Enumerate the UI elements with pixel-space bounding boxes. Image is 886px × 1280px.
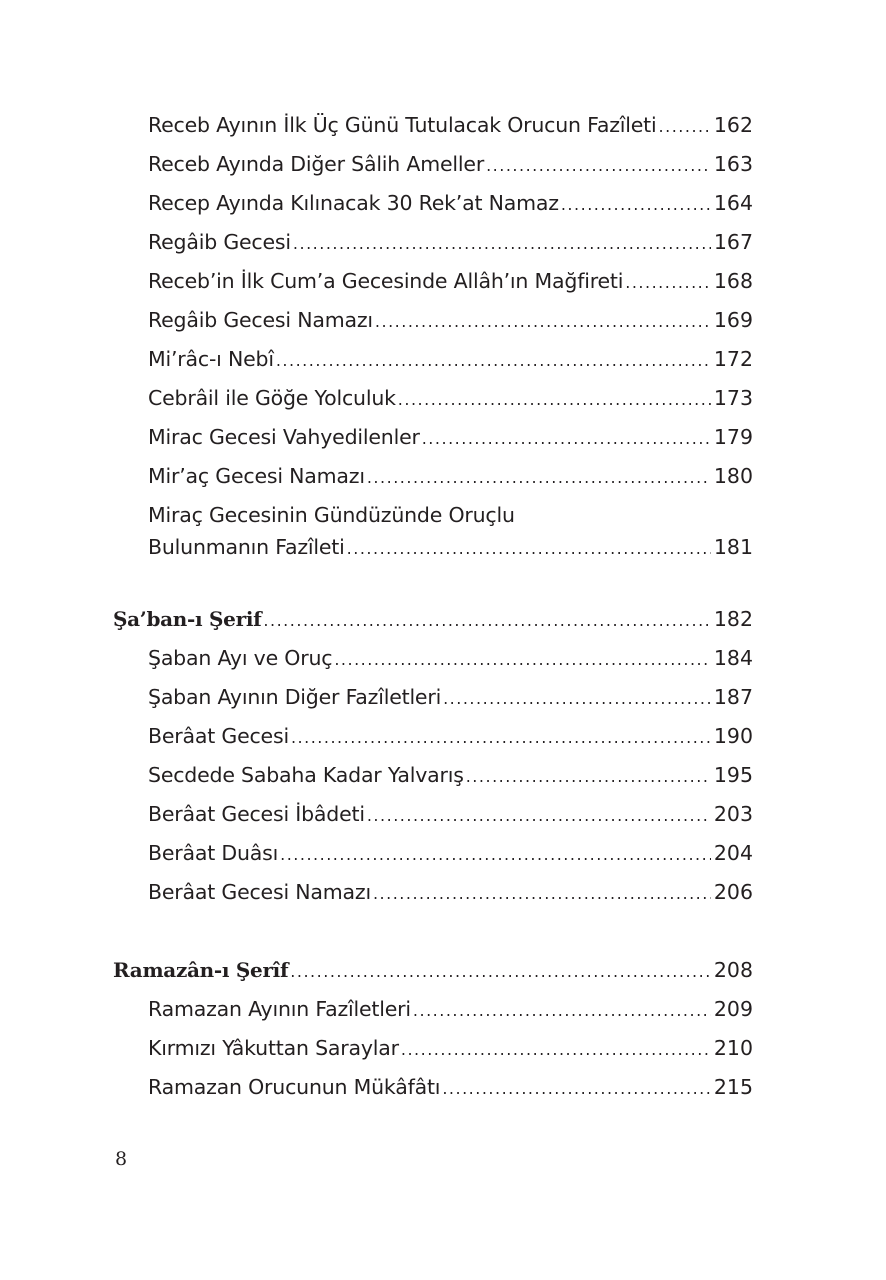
toc-entry: [148, 227, 753, 257]
toc-entry: [148, 344, 753, 374]
toc-entry-title: Kırmızı Yâkuttan Saraylar: [148, 1036, 399, 1060]
toc-entry-title: Berâat Gecesi İbâdeti: [148, 802, 365, 826]
toc-entry-page: 173: [713, 386, 753, 410]
toc-section-page: 182: [713, 607, 753, 631]
toc-entry-title: Bulunmanın Fazîleti: [148, 535, 345, 559]
toc-entry-page: 167: [713, 230, 753, 254]
toc-entry: [148, 383, 753, 413]
toc-entry-title: Receb Ayında Diğer Sâlih Ameller: [148, 152, 485, 176]
toc-entry-page: 206: [713, 880, 753, 904]
toc-entry: [148, 838, 753, 868]
toc-entry-page: 204: [713, 841, 753, 865]
toc-entry-page: 203: [713, 802, 753, 826]
dot-leader: [375, 307, 711, 335]
toc-entry-title: Ramazan Ayının Fazîletleri: [148, 997, 411, 1021]
page-number: 8: [115, 1148, 128, 1170]
toc-entry: [148, 682, 753, 712]
toc-entry: [148, 643, 753, 673]
dot-leader: [291, 723, 711, 751]
toc-entry-title: Receb’in İlk Cum’a Gecesinde Allâh’ın Mağfireti: [148, 269, 624, 293]
dot-leader: [486, 151, 711, 179]
toc-entry-page: 209: [713, 997, 753, 1021]
toc-section-heading: [113, 604, 753, 634]
dot-leader: [263, 606, 710, 634]
toc-entry: [148, 149, 753, 179]
toc-entry-page: 215: [713, 1075, 753, 1099]
toc-entry-title: Berâat Gecesi: [148, 724, 289, 748]
dot-leader: [422, 424, 711, 452]
dot-leader: [293, 229, 711, 257]
toc-entry: [148, 461, 753, 491]
toc-entry-page: 180: [713, 464, 753, 488]
toc-entry-title: Regâib Gecesi: [148, 230, 291, 254]
toc-entry-page: 184: [713, 646, 753, 670]
toc-entry-page: 168: [713, 269, 753, 293]
toc-entry: [148, 994, 753, 1024]
dot-leader: [334, 645, 711, 673]
toc-entry-page: 210: [713, 1036, 753, 1060]
toc-entry-title: Cebrâil ile Göğe Yolculuk: [148, 386, 396, 410]
toc-entry-title: Recep Ayında Kılınacak 30 Rek’at Namaz: [148, 191, 559, 215]
toc-entry-title: Ramazan Orucunun Mükâfâtı: [148, 1075, 441, 1099]
toc-section-page: 208: [713, 958, 753, 982]
toc-entry-page: 164: [713, 191, 753, 215]
toc-entry-page: 169: [713, 308, 753, 332]
toc-entry: [148, 422, 753, 452]
dot-leader: [276, 346, 711, 374]
toc-entry-title: Şaban Ayı ve Oruç: [148, 646, 333, 670]
toc-entry-title: Berâat Duâsı: [148, 841, 279, 865]
toc-entry: [148, 188, 753, 218]
toc-section-title: Şa’ban-ı Şerif: [113, 607, 262, 631]
toc-entry: [148, 1072, 753, 1102]
dot-leader: [373, 879, 711, 907]
toc-entry: [148, 877, 753, 907]
toc-entry-page: 162: [713, 113, 753, 137]
toc-entry-title: Mirac Gecesi Vahyedilenler: [148, 425, 420, 449]
toc-entry: [148, 305, 753, 335]
toc-entry: [148, 760, 753, 790]
toc-section-title: Ramazân-ı Şerîf: [113, 958, 289, 982]
toc-entry-page: 195: [713, 763, 753, 787]
toc-entry-first-line: Miraç Gecesinin Gündüzünde Oruçlu: [148, 503, 515, 527]
dot-leader: [280, 840, 711, 868]
dot-leader: [466, 762, 711, 790]
toc-entry: [148, 110, 753, 140]
toc-entry: [148, 532, 753, 562]
toc-entry-title: Berâat Gecesi Namazı: [148, 880, 371, 904]
dot-leader: [401, 1035, 711, 1063]
toc-entry-page: 187: [713, 685, 753, 709]
dot-leader: [290, 957, 711, 985]
toc-entry-title: Regâib Gecesi Namazı: [148, 308, 373, 332]
toc-entry-page: 172: [713, 347, 753, 371]
toc-section-heading: [113, 955, 753, 985]
dot-leader: [659, 112, 711, 140]
dot-leader: [413, 996, 711, 1024]
dot-leader: [625, 268, 711, 296]
toc-entry: [148, 1033, 753, 1063]
toc-entry-title: Mir’aç Gecesi Namazı: [148, 464, 365, 488]
toc-entry-title: Receb Ayının İlk Üç Günü Tutulacak Orucun Fazîleti: [148, 113, 657, 137]
toc-entry-page: 190: [713, 724, 753, 748]
dot-leader: [442, 1074, 711, 1102]
dot-leader: [367, 801, 711, 829]
toc-entry: [148, 266, 753, 296]
dot-leader: [561, 190, 711, 218]
toc-entry-title: Şaban Ayının Diğer Fazîletleri: [148, 685, 442, 709]
toc-entry-title: Mi’râc-ı Nebî: [148, 347, 274, 371]
toc-entry-page: 181: [713, 535, 753, 559]
dot-leader: [367, 463, 711, 491]
toc-entry-page: 163: [713, 152, 753, 176]
dot-leader: [398, 385, 711, 413]
toc-entry-page: 179: [713, 425, 753, 449]
toc-entry: [148, 799, 753, 829]
toc-entry: [148, 721, 753, 751]
toc-entry-title: Secdede Sabaha Kadar Yalvarış: [148, 763, 464, 787]
dot-leader: [347, 534, 711, 562]
dot-leader: [443, 684, 711, 712]
